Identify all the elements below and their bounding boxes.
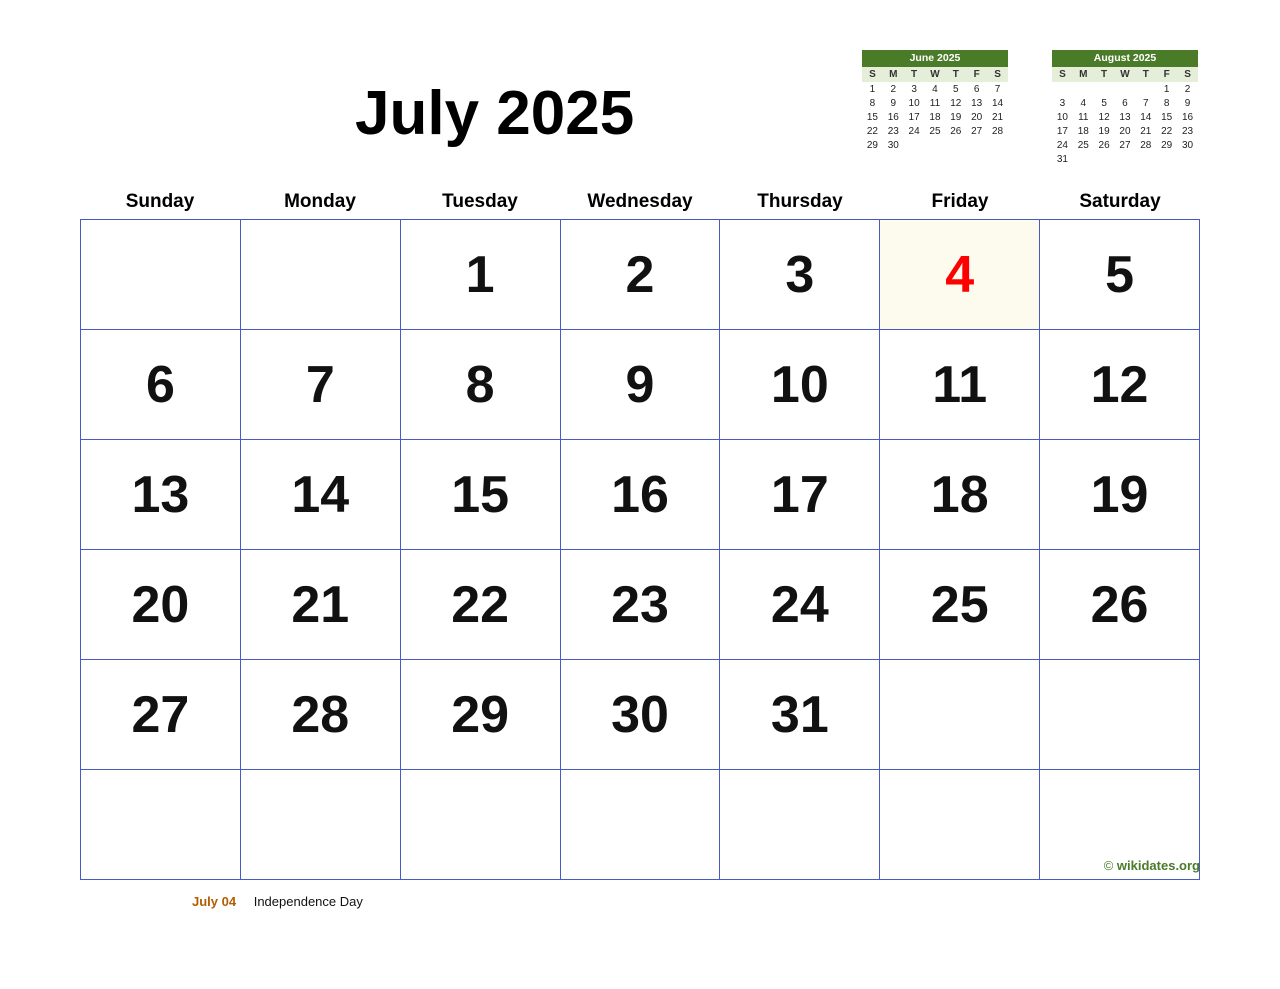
day-number: 15 [451,465,510,524]
mini-day: 25 [1077,140,1089,151]
mini-calendar-table [862,67,1008,152]
mini-calendar-previous-month [862,50,1008,166]
mini-dow-row [1052,67,1198,82]
mini-week-row [1052,138,1198,152]
calendar-cell-day[interactable] [880,220,1040,330]
calendar-cell-day[interactable] [81,330,241,440]
mini-day: 14 [1140,112,1152,123]
day-number: 16 [611,465,669,524]
calendar-cell-empty [720,770,880,880]
mini-day: 23 [887,126,899,137]
mini-day: 6 [973,84,980,95]
day-number: 6 [145,355,175,414]
mini-day: 3 [1059,98,1066,109]
mini-day: 13 [971,98,983,109]
calendar-grid [80,219,1200,880]
day-number: 12 [1090,355,1149,414]
day-number: 21 [291,575,350,634]
calendar-cell-day[interactable] [401,660,561,770]
mini-day: 10 [908,98,920,109]
day-number: 8 [465,355,495,414]
mini-day [1073,152,1094,166]
calendar-footer [80,858,1200,940]
calendar-cell-day[interactable] [241,440,401,550]
mini-day: 12 [1098,112,1110,123]
mini-dow: F [1156,67,1177,82]
calendar-cell-day[interactable] [880,330,1040,440]
mini-day [1094,152,1115,166]
credit-site: wikidates.org [1116,858,1200,873]
mini-day: 19 [1098,126,1110,137]
mini-day: 17 [1056,126,1068,137]
mini-day: 30 [1181,140,1194,151]
calendar-cell-day[interactable] [1040,330,1200,440]
calendar-cell-empty [81,220,241,330]
mini-day: 11 [929,98,941,109]
holiday-name: Independence Day [253,894,363,909]
mini-day [1156,152,1177,166]
weekday-header-saturday: Saturday [1079,191,1161,212]
mini-day: 20 [1119,126,1131,137]
calendar-cell-day[interactable] [561,550,721,660]
mini-day: 3 [911,84,917,95]
mini-day: 7 [994,84,1001,95]
mini-day [966,138,987,152]
mini-dow-row [862,67,1008,82]
mini-day: 27 [1119,140,1131,151]
mini-day: 21 [991,112,1004,123]
mini-day: 29 [1161,140,1173,151]
weekday-header-tuesday: Tuesday [442,191,518,212]
mini-day: 12 [950,98,962,109]
calendar-cell-day[interactable] [561,330,721,440]
mini-week-row [1052,82,1198,96]
day-number: 14 [291,465,350,524]
mini-week-row [862,138,1008,152]
calendar-cell-day[interactable] [401,330,561,440]
mini-dow: T [1094,67,1115,82]
day-number: 31 [770,685,829,744]
weekday-header-monday: Monday [284,191,356,212]
mini-day: 22 [866,126,878,137]
mini-day [904,138,925,152]
calendar-cell-day[interactable] [880,550,1040,660]
mini-dow: S [1052,67,1073,82]
day-number: 1 [465,245,495,304]
mini-dow: W [925,67,946,82]
calendar-cell-day[interactable] [880,440,1040,550]
mini-calendar-title: August 2025 [1052,50,1198,67]
calendar-cell-day[interactable] [561,220,721,330]
day-number: 4 [945,245,975,304]
day-number: 10 [770,355,829,414]
calendar-cell-day[interactable] [720,220,880,330]
holiday-list [192,894,363,909]
mini-day [1073,82,1094,96]
mini-day [1135,152,1156,166]
mini-day: 7 [1143,98,1149,109]
mini-week-row [862,124,1008,138]
day-number: 27 [131,685,190,744]
mini-day [987,138,1008,152]
mini-dow: S [862,67,883,82]
calendar-cell-empty [401,770,561,880]
day-number: 18 [930,465,989,524]
mini-day: 30 [887,140,899,151]
mini-day [945,138,966,152]
weekday-header-sunday: Sunday [125,191,195,212]
calendar-cell-empty [880,660,1040,770]
mini-day [925,138,946,152]
mini-day: 28 [1140,140,1152,151]
mini-dow: W [1115,67,1136,82]
mini-dow: M [1073,67,1094,82]
weekday-header-thursday: Thursday [757,191,843,212]
mini-day: 14 [991,98,1004,109]
mini-day: 22 [1161,126,1173,137]
mini-day [1135,82,1156,96]
mini-day: 31 [1056,154,1068,165]
mini-day: 4 [932,84,938,95]
day-number: 24 [770,575,829,634]
mini-day: 26 [1098,140,1110,151]
mini-day: 11 [1078,112,1089,123]
calendar-cell-day[interactable] [241,330,401,440]
mini-day: 4 [1080,98,1087,109]
mini-day: 29 [866,140,878,151]
credit-line [1104,858,1200,873]
mini-day: 26 [950,126,962,137]
mini-calendar-title: June 2025 [862,50,1008,67]
calendar-cell-empty [81,770,241,880]
day-number: 26 [1090,575,1149,634]
day-number: 23 [611,575,669,634]
page-title: July 2025 [355,79,635,148]
mini-day: 6 [1122,98,1128,109]
mini-week-row [1052,124,1198,138]
mini-day: 1 [869,84,876,95]
calendar-cell-day[interactable] [561,440,721,550]
calendar-header [0,0,1280,185]
day-number: 19 [1090,465,1149,524]
mini-day: 15 [1161,112,1173,123]
mini-day: 24 [1056,140,1068,151]
calendar-cell-day[interactable] [720,660,880,770]
calendar-cell-day[interactable] [401,550,561,660]
mini-day: 21 [1140,126,1152,137]
calendar-cell-day[interactable] [561,660,721,770]
mini-day: 9 [890,98,897,109]
calendar-cell-day[interactable] [81,550,241,660]
mini-calendar-next-month [1052,50,1198,166]
mini-day: 16 [1181,112,1194,123]
mini-day [1115,82,1136,96]
mini-day: 8 [869,98,876,109]
mini-week-row [862,82,1008,96]
calendar-cell-day[interactable] [1040,550,1200,660]
mini-dow: T [945,67,966,82]
mini-day [1094,82,1115,96]
mini-day: 15 [866,112,878,123]
calendar-cell-day[interactable] [81,440,241,550]
calendar-cell-day[interactable] [720,330,880,440]
mini-day: 5 [953,84,959,95]
mini-day: 27 [971,126,983,137]
mini-day: 2 [1184,84,1191,95]
calendar-cell-empty [561,770,721,880]
day-number: 28 [291,685,350,744]
mini-day: 13 [1119,112,1131,123]
mini-day [1052,82,1073,96]
weekday-header-wednesday: Wednesday [587,191,693,212]
day-number: 9 [625,355,655,414]
weekday-header-friday: Friday [931,191,989,212]
mini-dow: T [1135,67,1156,82]
calendar-cell-day[interactable] [1040,440,1200,550]
mini-day [1115,152,1136,166]
weekday-header-row [80,185,1200,219]
mini-day: 19 [950,112,962,123]
day-number: 13 [131,465,190,524]
mini-day [1177,152,1198,166]
mini-day: 28 [991,126,1004,137]
calendar-cell-day[interactable] [1040,220,1200,330]
mini-day: 16 [887,112,899,123]
mini-calendars [862,50,1198,166]
day-number: 22 [451,575,510,634]
mini-week-row [862,110,1008,124]
mini-day: 9 [1184,98,1191,109]
mini-week-row [1052,152,1198,166]
mini-day: 18 [1077,126,1089,137]
calendar-cell-empty [1040,660,1200,770]
day-number: 29 [451,685,510,744]
day-number: 2 [625,245,655,304]
day-number: 17 [770,465,829,524]
mini-day: 5 [1101,98,1107,109]
mini-dow: M [883,67,904,82]
calendar-cell-day[interactable] [241,550,401,660]
calendar-cell-empty [241,770,401,880]
day-number: 20 [131,575,190,634]
mini-week-row [862,96,1008,110]
mini-day: 23 [1181,126,1194,137]
calendar-cell-empty [241,220,401,330]
day-number: 25 [930,575,989,634]
mini-dow: S [1177,67,1198,82]
day-number: 30 [611,685,669,744]
mini-dow: F [966,67,987,82]
mini-dow: T [904,67,925,82]
day-number: 5 [1105,245,1135,304]
mini-day: 2 [890,84,897,95]
mini-week-row [1052,96,1198,110]
mini-day: 1 [1163,84,1170,95]
day-number: 7 [305,355,335,414]
mini-day: 10 [1056,112,1068,123]
mini-day: 8 [1163,98,1170,109]
calendar-cell-empty [880,770,1040,880]
calendar-cell-day[interactable] [720,440,880,550]
calendar-cell-day[interactable] [401,220,561,330]
calendar-cell-day[interactable] [401,440,561,550]
mini-day: 18 [929,112,941,123]
day-number: 3 [785,245,815,304]
mini-dow: S [987,67,1008,82]
mini-day: 24 [908,126,920,137]
mini-day: 25 [929,126,941,137]
holiday-date: July 04 [192,894,237,909]
day-number: 11 [932,355,988,414]
calendar-cell-day[interactable] [720,550,880,660]
calendar-cell-day[interactable] [241,660,401,770]
mini-day: 20 [971,112,983,123]
calendar-cell-day[interactable] [81,660,241,770]
copyright-symbol: © [1103,858,1114,873]
mini-calendar-table [1052,67,1198,166]
mini-day: 17 [908,112,920,123]
mini-week-row [1052,110,1198,124]
